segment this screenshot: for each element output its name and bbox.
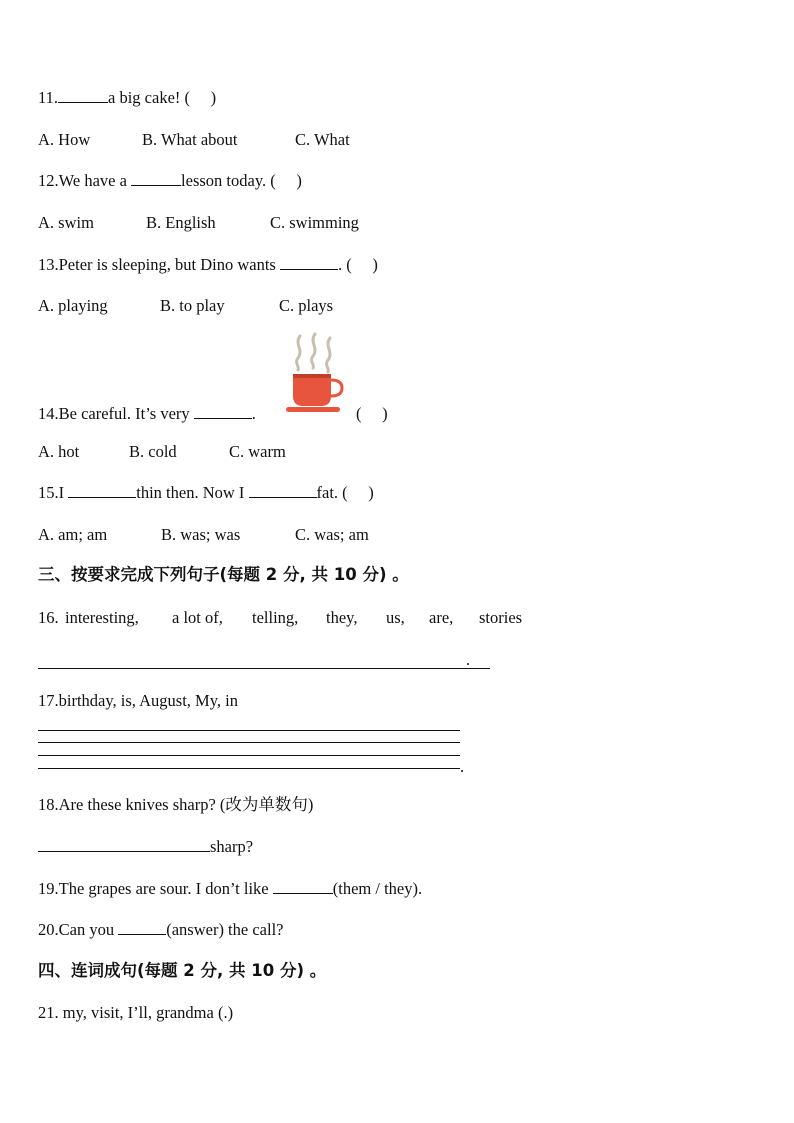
question-20: 20.Can you (answer) the call? — [38, 920, 284, 939]
question-11: 11. a big cake! ( ) — [38, 88, 217, 107]
section-3-heading: 三、按要求完成下列句子(每题 2 分, 共 10 分) 。 — [38, 565, 409, 584]
answer-blank-1[interactable] — [68, 483, 136, 498]
answer-blank[interactable] — [118, 920, 166, 935]
question-13: 13.Peter is sleeping, but Dino wants . ( ) — [38, 255, 378, 274]
question-19: 19.The grapes are sour. I don’t like (them / they). — [38, 879, 423, 898]
question-15: 15.I thin then. Now I fat. ( ) — [38, 483, 374, 502]
answer-blank[interactable] — [194, 404, 252, 419]
q17-end-period: . — [460, 757, 465, 776]
q16-word: us, — [386, 608, 405, 627]
answer-blank[interactable] — [58, 88, 108, 103]
q16-word: telling, — [252, 608, 299, 627]
q12-option-a[interactable]: A. swim — [38, 213, 94, 232]
section-4-heading: 四、连词成句(每题 2 分, 共 10 分) 。 — [38, 961, 327, 980]
answer-blank[interactable] — [131, 171, 181, 186]
q15-option-c[interactable]: C. was; am — [295, 525, 369, 544]
q17-answer-line-4[interactable] — [38, 768, 460, 769]
q17-answer-line-1[interactable] — [38, 730, 460, 731]
hot-tea-cup-icon — [284, 332, 346, 416]
q14-answer-paren[interactable]: ( ) — [356, 404, 388, 423]
q16-word: interesting, — [65, 608, 139, 627]
answer-blank[interactable] — [273, 879, 333, 894]
q16-word: they, — [326, 608, 358, 627]
q14-option-a[interactable]: A. hot — [38, 442, 80, 461]
q17-answer-line-2[interactable] — [38, 742, 460, 743]
answer-blank[interactable] — [38, 837, 210, 852]
q14-option-b[interactable]: B. cold — [129, 442, 177, 461]
question-12: 12.We have a lesson today. ( ) — [38, 171, 302, 190]
q11-option-a[interactable]: A. How — [38, 130, 91, 149]
q16-answer-line[interactable] — [38, 668, 490, 669]
answer-blank-2[interactable] — [249, 483, 317, 498]
q13-option-b[interactable]: B. to play — [160, 296, 225, 315]
q16-word: a lot of, — [172, 608, 223, 627]
q11-option-c[interactable]: C. What — [295, 130, 350, 149]
q15-option-b[interactable]: B. was; was — [161, 525, 241, 544]
q13-option-c[interactable]: C. plays — [279, 296, 334, 315]
question-18: 18.Are these knives sharp? (改为单数句) — [38, 795, 314, 814]
question-14: 14.Be careful. It’s very . — [38, 404, 256, 423]
q16-word: stories — [479, 608, 523, 627]
question-17: 17.birthday, is, August, My, in — [38, 691, 238, 710]
answer-blank[interactable] — [280, 255, 338, 270]
q11-option-b[interactable]: B. What about — [142, 130, 238, 149]
q12-option-b[interactable]: B. English — [146, 213, 216, 232]
q12-option-c[interactable]: C. swimming — [270, 213, 359, 232]
question-21: 21. my, visit, I’ll, grandma (.) — [38, 1003, 234, 1022]
q16-number: 16. — [38, 608, 59, 627]
q14-option-c[interactable]: C. warm — [229, 442, 286, 461]
q16-word: are, — [429, 608, 454, 627]
q13-option-a[interactable]: A. playing — [38, 296, 108, 315]
q15-option-a[interactable]: A. am; am — [38, 525, 108, 544]
q18-answer: sharp? — [38, 837, 253, 857]
q17-answer-line-3[interactable] — [38, 755, 460, 756]
q16-end-period: . — [466, 650, 471, 669]
